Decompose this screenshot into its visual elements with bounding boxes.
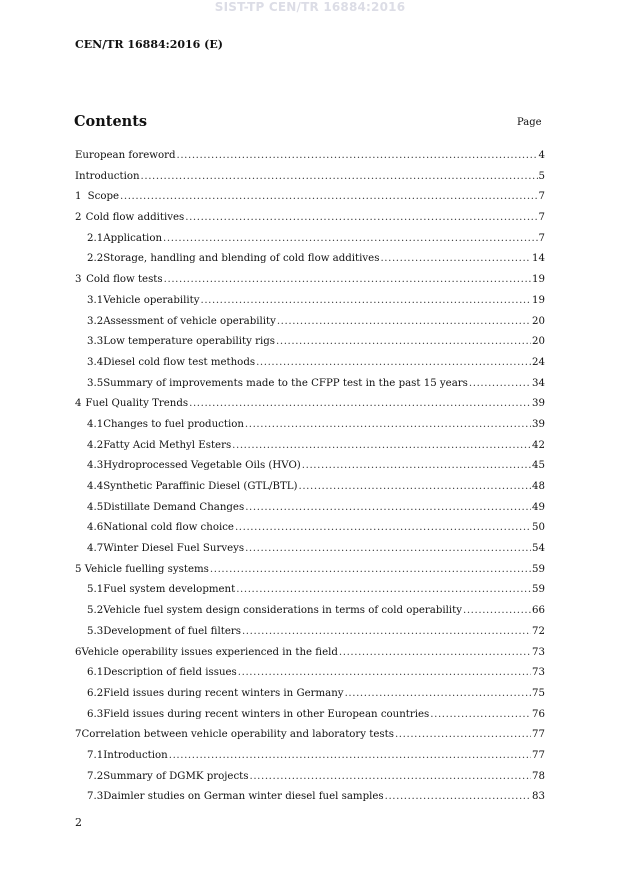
toc-entry-page: 4 <box>538 150 545 161</box>
toc-entry-number: 6.3 <box>87 708 104 720</box>
toc-entry-title: Fuel system development <box>103 584 236 596</box>
toc-entry[interactable] <box>75 767 545 788</box>
toc-entry-title: Development of fuel filters <box>103 625 241 637</box>
toc-entry[interactable] <box>75 539 545 560</box>
toc-entry-title: Cold flow tests <box>86 274 163 286</box>
dot-leader <box>120 187 538 208</box>
toc-entry-title: Hydroprocessed Vegetable Oils (HVO) <box>103 460 301 472</box>
toc-entry-number: 2.2 <box>87 253 104 265</box>
dot-leader <box>463 601 531 622</box>
dot-leader <box>238 663 531 684</box>
toc-entry-number: 3.3 <box>87 336 104 348</box>
toc-entry-title: Application <box>103 232 163 244</box>
toc-entry-number: 6 <box>75 646 82 658</box>
toc-entry-number: 4.4 <box>87 481 104 492</box>
toc-entry-page: 73 <box>532 646 545 658</box>
toc-entry-title: National cold flow choice <box>103 522 234 534</box>
dot-leader <box>245 498 531 519</box>
toc-entry-title: Description of field issues <box>103 667 237 679</box>
toc-entry-page: 76 <box>532 708 545 720</box>
toc-entry-number: 3.4 <box>87 356 104 368</box>
toc-entry[interactable] <box>75 477 545 498</box>
toc-entry-page: 7 <box>538 212 545 224</box>
dot-leader <box>302 456 531 477</box>
dot-leader <box>380 249 531 270</box>
toc-entry-title: Diesel cold flow test methods <box>103 356 256 368</box>
toc-entry[interactable] <box>75 415 545 436</box>
page-number: 2 <box>75 816 82 829</box>
toc-entry-page: 77 <box>532 729 545 741</box>
toc-entry[interactable] <box>75 498 545 519</box>
toc-entry-title: Assessment of vehicle operability <box>103 315 276 327</box>
dot-leader <box>235 518 531 539</box>
dot-leader <box>185 208 537 229</box>
toc-entry-number: 1 <box>75 191 82 203</box>
toc-entry[interactable] <box>75 725 545 746</box>
toc-entry-title: Field issues during recent winters in other European countries <box>103 708 430 720</box>
toc-entry-number: 4.7 <box>87 543 104 555</box>
toc-entry[interactable] <box>75 436 545 457</box>
toc-entry-page: 54 <box>532 543 545 555</box>
toc-entry[interactable] <box>75 560 545 581</box>
toc-entry-number: 4.5 <box>87 501 104 513</box>
toc-entry-number: 5 <box>75 563 82 575</box>
toc-entry-page: 7 <box>538 191 545 203</box>
toc-entry-title: Introduction <box>75 170 140 182</box>
toc-entry-number: 4 <box>75 398 82 410</box>
contents-heading: Contents <box>74 113 148 130</box>
toc-entry-page: 5 <box>538 170 545 182</box>
toc-entry-page: 59 <box>532 563 545 575</box>
toc-entry-page: 7 <box>538 232 545 244</box>
toc-entry-page: 24 <box>532 356 545 368</box>
table-of-contents <box>75 146 545 808</box>
toc-entry-number: 3.5 <box>87 377 104 389</box>
dot-leader <box>245 539 531 560</box>
toc-entry-title: Synthetic Paraffinic Diesel (GTL/BTL) <box>103 481 298 492</box>
toc-entry-page: 73 <box>532 667 545 679</box>
toc-entry-title: Low temperature operability rigs <box>103 336 276 348</box>
toc-entry-page: 14 <box>532 253 545 265</box>
toc-entry-title: European foreword <box>75 150 176 161</box>
toc-entry[interactable] <box>75 249 545 270</box>
dot-leader <box>242 622 531 643</box>
dot-leader <box>169 746 531 767</box>
toc-entry-title: Vehicle operability <box>103 294 200 306</box>
toc-entry-number: 6.1 <box>87 667 104 679</box>
dot-leader <box>299 477 532 498</box>
toc-entry-page: 20 <box>532 336 545 348</box>
dot-leader <box>256 353 531 374</box>
toc-entry-title: Fuel Quality Trends <box>85 398 189 410</box>
toc-entry[interactable] <box>75 684 545 705</box>
dot-leader <box>210 560 531 581</box>
toc-entry-number: 7.1 <box>87 749 104 761</box>
dot-leader <box>277 312 531 333</box>
toc-entry-title: Introduction <box>103 749 168 761</box>
toc-entry[interactable] <box>75 601 545 622</box>
toc-entry[interactable] <box>75 187 545 208</box>
toc-entry-title: Fatty Acid Methyl Esters <box>103 439 232 451</box>
dot-leader <box>236 580 531 601</box>
toc-entry-title: Summary of improvements made to the CFPP test in the past 15 years <box>103 377 468 389</box>
toc-entry-number: 7.2 <box>87 770 104 782</box>
toc-entry[interactable] <box>75 291 545 312</box>
toc-entry-page: 50 <box>532 522 545 534</box>
toc-entry-number: 6.2 <box>87 687 104 699</box>
toc-entry[interactable] <box>75 643 545 664</box>
dot-leader <box>245 415 531 436</box>
toc-entry-title: Scope <box>87 191 120 203</box>
toc-entry-number: 7 <box>75 729 82 741</box>
toc-entry-number: 2.1 <box>87 232 104 244</box>
toc-entry-page: 39 <box>532 418 545 430</box>
toc-entry[interactable] <box>75 353 545 374</box>
toc-entry-title: Vehicle fuel system design considerations in terms of cold operability <box>103 605 462 617</box>
toc-entry[interactable] <box>75 374 545 395</box>
toc-entry-number: 5.2 <box>87 605 104 617</box>
page-column-label: Page <box>517 117 542 128</box>
dot-leader <box>176 146 537 167</box>
toc-entry-page: 49 <box>532 501 545 513</box>
dot-leader <box>232 436 531 457</box>
dot-leader <box>189 394 531 415</box>
toc-entry-number: 4.3 <box>87 460 104 472</box>
dot-leader <box>469 374 531 395</box>
toc-entry-title: Summary of DGMK projects <box>103 770 249 782</box>
toc-entry[interactable] <box>75 394 545 415</box>
toc-entry-number: 3.1 <box>87 294 104 306</box>
toc-entry-number: 4.1 <box>87 418 104 430</box>
watermark: SIST-TP CEN/TR 16884:2016 <box>214 0 406 14</box>
dot-leader <box>395 725 531 746</box>
toc-entry-page: 75 <box>532 687 545 699</box>
dot-leader <box>345 684 531 705</box>
toc-entry-number: 3 <box>75 274 82 286</box>
toc-entry-title: Changes to fuel production <box>103 418 244 430</box>
toc-entry-page: 34 <box>532 377 545 389</box>
toc-entry[interactable] <box>75 518 545 539</box>
toc-entry[interactable] <box>75 312 545 333</box>
dot-leader <box>163 229 538 250</box>
dot-leader <box>276 332 531 353</box>
toc-entry-number: 5.1 <box>87 584 104 596</box>
toc-entry[interactable] <box>75 270 545 291</box>
document-id: CEN/TR 16884:2016 (E) <box>75 38 223 51</box>
toc-entry-page: 66 <box>532 605 545 617</box>
toc-entry[interactable] <box>75 208 545 229</box>
toc-entry-page: 45 <box>532 460 545 472</box>
toc-entry-page: 19 <box>532 274 545 286</box>
dot-leader <box>339 643 531 664</box>
dot-leader <box>385 787 531 808</box>
toc-entry-page: 20 <box>532 315 545 327</box>
toc-entry-page: 48 <box>532 481 545 492</box>
toc-entry[interactable] <box>75 167 545 188</box>
dot-leader <box>141 167 538 188</box>
toc-entry-page: 19 <box>532 294 545 306</box>
toc-entry[interactable] <box>75 146 545 167</box>
toc-entry-number: 4.2 <box>87 439 104 451</box>
toc-entry-title: Winter Diesel Fuel Surveys <box>103 543 245 555</box>
toc-entry-title: Correlation between vehicle operability and laboratory tests <box>81 729 394 741</box>
dot-leader <box>249 767 531 788</box>
toc-entry[interactable] <box>75 705 545 726</box>
toc-entry-title: Vehicle operability issues experienced in the field <box>81 646 338 658</box>
toc-entry[interactable] <box>75 229 545 250</box>
toc-entry[interactable] <box>75 622 545 643</box>
toc-entry[interactable] <box>75 787 545 808</box>
toc-entry[interactable] <box>75 332 545 353</box>
toc-entry-title: Vehicle fuelling systems <box>84 563 209 575</box>
toc-entry[interactable] <box>75 456 545 477</box>
toc-entry-page: 42 <box>532 439 545 451</box>
dot-leader <box>200 291 531 312</box>
toc-entry-title: Daimler studies on German winter diesel fuel samples <box>103 791 384 803</box>
toc-entry-page: 59 <box>532 584 545 596</box>
toc-entry-page: 72 <box>532 625 545 637</box>
toc-entry[interactable] <box>75 746 545 767</box>
toc-entry-number: 2 <box>75 212 82 224</box>
toc-entry-page: 83 <box>532 791 545 803</box>
toc-entry-number: 7.3 <box>87 791 104 803</box>
toc-entry-page: 39 <box>532 398 545 410</box>
toc-entry-page: 78 <box>532 770 545 782</box>
toc-entry-title: Field issues during recent winters in Germany <box>103 687 344 699</box>
toc-entry[interactable] <box>75 580 545 601</box>
dot-leader <box>430 705 531 726</box>
toc-entry[interactable] <box>75 663 545 684</box>
toc-entry-title: Storage, handling and blending of cold flow additives <box>103 253 380 265</box>
toc-entry-number: 5.3 <box>87 625 104 637</box>
toc-entry-number: 4.6 <box>87 522 104 534</box>
dot-leader <box>164 270 531 291</box>
toc-entry-title: Cold flow additives <box>85 212 185 224</box>
toc-entry-page: 77 <box>532 749 545 761</box>
toc-entry-title: Distillate Demand Changes <box>103 501 245 513</box>
toc-entry-number: 3.2 <box>87 315 104 327</box>
